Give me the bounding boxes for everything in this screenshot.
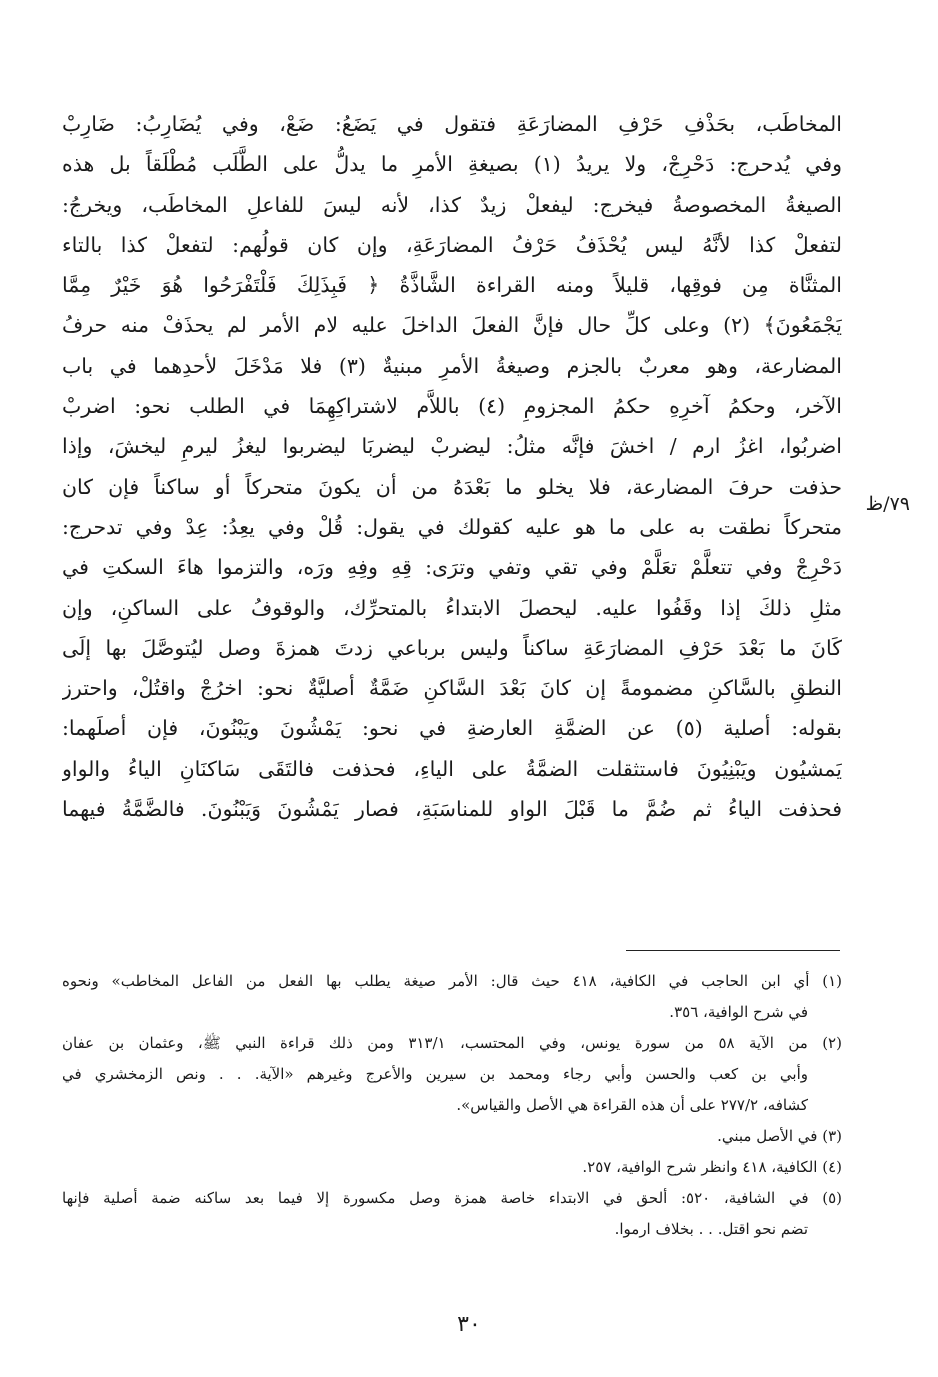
text-line: كَانَ ما بَعْدَ حَرْفِ المضارَعَةِ ساكناً وليس برباعي زدتَ همزةَ وصل ليُتوصَّلَ بها إلَى	[62, 635, 842, 660]
text-line: حذفت حرفَ المضارعة، فلا يخلو ما بَعْدَهُ من أن يكونَ متحركاً أو ساكناً فإن كان	[62, 474, 842, 499]
footnote-line: تضم نحو اقتل. . . بخلاف ارموا.	[614, 1220, 808, 1238]
footnote-line: (٣) في الأصل مبني.	[717, 1127, 842, 1145]
text-line: النطقِ بالسَّاكنِ مضمومةً إن كانَ بَعْدَ السَّاكنِ ضَمَّةٌ أصليَّةٌ نحو: اخرُجْ واقتُلْ، واحترز	[62, 676, 842, 701]
text-line: يَمشيُون ويَبْنِيُونَ فاستثقلت الضمَّةُ على الياءِ، فحذفت فالتَقَى سَاكنَانِ الياءُ والواو	[62, 756, 842, 781]
footnote-separator	[626, 950, 840, 951]
footnote-line: (١) أي ابن الحاجب في الكافية، ٤١٨ حيث قال: الأمر صيغة يطلب بها الفعل من الفاعل المخاطب» ونحوه	[62, 972, 842, 990]
text-line: دَحْرِجْ وفي تتعلَّمْ تعَلَّمْ وفي تقي وتفي وترَى: قِهِ وفِهِ ورَه، والتزموا هاءَ السكتِ في	[62, 555, 842, 580]
footnote-3	[62, 1121, 842, 1152]
footnote-line: في شرح الوافية، ٣٥٦.	[669, 1003, 808, 1021]
footnote-line: (٥) في الشافية، ٥٢٠: ألحق في الابتداء خاصة همزة وصل مكسورة إلا فيما بعد ساكنه ضمة أصلية فإنها	[62, 1189, 842, 1207]
footnote-1	[62, 966, 842, 1028]
text-line: المضارعة، وهو معربٌ بالجزم وصيغةُ الأمرِ مبنيةٌ (٣) فلا مَدْخَلَ لأحدِهما في باب	[62, 353, 842, 378]
main-text	[62, 104, 842, 829]
footnote-line: وأبي بن كعب والحسن وأبي رجاء ومحمد بن سيرين والأعرج وغيرهم «الآية. . . ونص الزمخشري في	[62, 1065, 808, 1083]
footnote-line: كشافه، ٢٧٧/٢ على أن هذه القراءة هي الأصل والقياس».	[456, 1096, 808, 1114]
text-line: متحركاً نطقت به على ما هو عليه كقولك في يقول: قُلْ وفي يعِدُ: عِدْ وفي تدحرج:	[62, 514, 842, 539]
footnote-line: (٢) من الآية ٥٨ من سورة يونس، وفي المحتسب، ٣١٣/١ ومن ذلك قراءة النبي ﷺ، وعثمان بن عفان	[62, 1034, 842, 1052]
text-line: مثلِ ذلكَ إذا وقَفُوا عليه. ليحصلَ الابتداءُ بالمتحرِّك، والوقوفُ على الساكنِ، وإن	[62, 595, 842, 620]
footnote-2	[62, 1028, 842, 1121]
footnote-5	[62, 1183, 842, 1245]
text-line: لتفعلْ كذا لأنَّهُ ليس يُحْذَفُ حَرْفُ المضارَعَةِ، وإن كان قولُهم: لتفعلْ كذا بالتاء	[62, 232, 842, 257]
text-line: وفي يُدحرج: دَحْرِجْ، ولا يريدُ (١) بصيغةِ الأمرِ ما يدلُّ على الطَّلَب مُطْلَقاً بل هذه	[62, 152, 842, 177]
footnote-line: (٤) الكافية، ٤١٨ وانظر شرح الوافية، ٢٥٧.	[582, 1158, 842, 1176]
page-number: ٣٠	[457, 1312, 481, 1337]
text-line: يَجْمَعُونَ﴾ (٢) وعلى كلِّ حال فإنَّ الفعلَ الداخلَ عليه لام الأمر لم يحذَفْ منه حرفُ	[62, 313, 842, 338]
text-line: اضربُوا، اغزُ ارم / اخشَ فإنَّه مثلُ: ليضربْ ليضربَا ليضربوا ليغزُ ليرمِ ليخشَ، وإذا	[62, 434, 842, 459]
text-line: الآخر، وحكمُ آخرِهِ حكمُ المجزومِ (٤) باللاَّم لاشتراكِهِمَا في الطلب نحو: اضربْ	[62, 394, 842, 419]
text-line: المخاطَب، بحَذْفِ حَرْفِ المضارَعَةِ فتقول في يَضَعُ: ضَعْ، وفي يُضَارِبُ: ضَارِبْ	[62, 112, 842, 136]
text-line: الصيغةُ المخصوصةُ فيخرج: ليفعلْ زيدٌ كذا، لأنه ليسَ للفاعلِ المخاطَب، ويخرجُ:	[62, 192, 842, 217]
footnotes	[62, 966, 842, 1245]
footnote-4	[62, 1152, 842, 1183]
text-line: بقوله: أصلية (٥) عن الضمَّةِ العارضةِ في نحو: يَمْشُونَ ويَبْنُونَ، فإن أصلَهما:	[62, 716, 842, 741]
text-line: المثنَّاة مِن فوقِها، قليلاً ومنه القراءة الشَّاذَّةُ ﴿ فَبِذَلِكَ فَلْتَفْرَحُوا هُوَ خَيْرٌ مِمَّا	[62, 273, 842, 298]
manuscript-folio-marker: ٧٩/ظ	[865, 493, 910, 515]
text-line: فحذفت الياءُ ثم ضُمَّ ما قَبْلَ الواو للمناسَبَةِ، فصار يَمْشُونَ وَيَبْنُونَ. فالضَّمَّةُ فيهما	[62, 797, 842, 822]
